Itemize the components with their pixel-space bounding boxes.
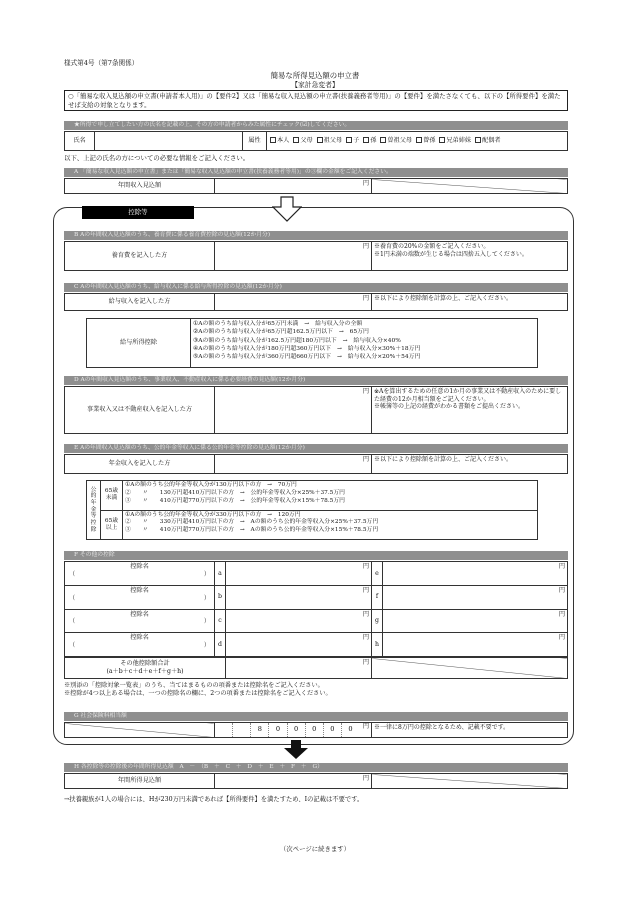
deduction-total-slash (372, 658, 568, 679)
deduction-key-f: f (372, 585, 383, 609)
pension-deduction-label: 公的年金等控除 (87, 481, 101, 540)
section-a-bar: A 「簡易な収入見込額の申立書」または「簡易な収入見込額の申立書(扶養義務者等用)」の③欄の金額をご記入ください。 (64, 168, 568, 177)
deduction-label: 控除等 (82, 206, 194, 219)
section-h-label: 年間所得見込額 (65, 774, 215, 789)
attr-option-great-grandchild[interactable]: 曾孫 (416, 137, 435, 144)
section-d-input[interactable]: 円 (215, 387, 372, 434)
deduction-amount-g[interactable]: 円 (383, 609, 568, 633)
deduction-key-c: c (215, 609, 226, 633)
deduction-amount-c[interactable]: 円 (226, 609, 372, 633)
arrow-down-outline-icon (272, 196, 302, 222)
section-b-input[interactable]: 円 (215, 242, 372, 271)
name-label: 氏名 (65, 132, 95, 151)
deduction-item-d[interactable]: 控除名 （ ） (65, 633, 215, 657)
checkbox-icon[interactable] (363, 137, 369, 143)
section-h-bar: H 各控除等の控除後の年間所得見込額 A － （B ＋ C ＋ D ＋ E ＋ F ＋ G） (64, 763, 568, 772)
section-e-bar: E Aの年間収入見込額のうち、公的年金等収入に係る公的年金等控除の見込額(12か月分) (64, 444, 568, 453)
section-d-bar: D Aの年間収入見込額のうち、事業収入、不動産収入に係る必要経費の見込額(12か月分) (64, 376, 568, 385)
digit-cell: 8 (251, 723, 269, 737)
notice-box (64, 90, 568, 111)
section-g-slash (65, 723, 215, 738)
footnote: →扶養親族が1人の場合には、Hが230万円未満であれば【所得要件】を満たすため、Iの記載は不要です。 (64, 796, 364, 803)
page-title: 簡易な所得見込額の申立書 (270, 71, 360, 80)
section-e-label: 年金収入を記入した方 (65, 455, 215, 474)
attribute-options (267, 132, 568, 151)
section-c-note: ※以下により控除額を計算の上、ご記入ください。 (372, 294, 568, 311)
section-h-table (64, 773, 568, 789)
section-f-bar: F その他の控除 (64, 551, 568, 560)
deduction-amount-a[interactable]: 円 (226, 562, 372, 586)
digit-cell: 0 (306, 723, 324, 737)
checkbox-icon[interactable] (380, 137, 386, 143)
section-f-table (64, 561, 568, 657)
section-c-bar: C Aの年間収入見込額のうち、給与収入に係る給与所得控除の見込額(12か月分) (64, 283, 568, 292)
section-d-label: 事業収入又は不動産収入を記入した方 (65, 387, 215, 434)
deduction-item-c[interactable]: 控除名 （ ） (65, 609, 215, 633)
section-b-table (64, 241, 568, 271)
pension-over65-rules: ①Aの額のうち公的年金等収入分が330万円以下の方 → 120万円 ② 〃 330万円超410万円以下の方 → Aの額のうち公的年金等収入分×25%＋37.5万円 ③ 〃 410万円超770万円以下の方 → Aの額のうち公的年金等収入分×15%＋78.5万円 (123, 510, 538, 540)
deduction-amount-h[interactable]: 円 (383, 633, 568, 657)
deduction-key-d: d (215, 633, 226, 657)
section-e-input[interactable]: 円 (215, 455, 372, 474)
deduction-item-b[interactable]: 控除名 （ ） (65, 585, 215, 609)
section-h-input[interactable]: 円 (215, 774, 372, 789)
notice-text: ○「簡易な収入見込額の申立書(申請者本人用)」の【要件2】又は「簡易な収入見込額の申立書(扶養義務者等用)」の【要件】を満たさなくても、以下の【所得要件】を満たせば支給の対象となります。 (68, 92, 561, 109)
checkbox-icon[interactable] (346, 137, 352, 143)
checkbox-icon[interactable] (317, 137, 323, 143)
arrow-down-solid-icon (283, 740, 309, 760)
section-a-slash (372, 179, 568, 194)
section-c-input[interactable]: 円 (215, 294, 372, 311)
attr-option-spouse[interactable]: 配偶者 (475, 137, 501, 144)
salary-deduction-table (86, 318, 538, 368)
section-d-table (64, 386, 568, 434)
section-g-amount (215, 723, 372, 738)
salary-deduction-label: 給与所得控除 (87, 319, 191, 368)
deduction-total-label: その他控除額合計 (a＋b＋c＋d＋e＋f＋g＋h) (65, 658, 226, 679)
pension-deduction-table (86, 480, 538, 540)
digit-cell (215, 723, 233, 737)
section-a-input[interactable]: 円 (215, 179, 372, 194)
attribute-label: 属性 (243, 132, 267, 151)
deduction-key-g: g (372, 609, 383, 633)
deduction-amount-d[interactable]: 円 (226, 633, 372, 657)
section-f-total-table (64, 657, 568, 679)
deduction-key-b: b (215, 585, 226, 609)
section-e-table (64, 454, 568, 474)
attr-option-grandchild[interactable]: 孫 (363, 137, 376, 144)
attr-option-sibling[interactable]: 兄弟姉妹 (439, 137, 471, 144)
attr-option-grandparent[interactable]: 祖父母 (317, 137, 343, 144)
attr-option-child[interactable]: 子 (346, 137, 359, 144)
form-number: 様式第4号（第7条関係） (64, 59, 139, 67)
digit-cell (233, 723, 251, 737)
attr-option-great-grandparent[interactable]: 曽祖父母 (380, 137, 412, 144)
deduction-total-input[interactable]: 円 (226, 658, 372, 679)
section-e-note: ※以下により控除額を計算の上、ご記入ください。 (372, 455, 568, 474)
deduction-key-h: h (372, 633, 383, 657)
checkbox-icon[interactable] (475, 137, 481, 143)
section-h-slash (372, 774, 568, 789)
continue-note: （次ページに続きます） (279, 845, 351, 853)
attr-option-self[interactable]: 本人 (270, 137, 289, 144)
section-a-label: 年間収入見込額 (65, 179, 215, 194)
section-g-bar: G 社会保険料相当額 (64, 712, 568, 721)
section-g-yen: 円 (362, 723, 369, 730)
checkbox-icon[interactable] (416, 137, 422, 143)
section-a-table (64, 178, 568, 194)
digit-cell: 0 (348, 725, 353, 733)
deduction-amount-f[interactable]: 円 (383, 585, 568, 609)
section-g-table (64, 722, 568, 738)
deduction-amount-b[interactable]: 円 (226, 585, 372, 609)
attribute-bar: ★所得で申し立てしたい方の氏名を記載の上、その方の申請者からみた属性にチェック(☑)してください。 (64, 121, 568, 130)
deduction-amount-e[interactable]: 円 (383, 562, 568, 586)
deduction-item-a[interactable]: 控除名 （ ） (65, 562, 215, 586)
section-d-note: ※Aを算出するための任意の1か月の事業又は不動産収入のために要した経費の12か月相当額をご記入ください。 ※帳簿等の上記の経費がわかる書類をご提出ください。 (372, 387, 568, 434)
salary-deduction-rules: ①Aの額のうち給与収入分が65万円未満 → 給与収入分の全額 ②Aの額のうち給与収入分が65万円超162.5万円以下 → 65万円 ③Aの額のうち給与収入分が162.5万円超180万円以下 → 給与収入分×40% ④Aの額のうち給与収入分が180万円超360万円以下 → 給与収入分×30%＋18万円 ⑤Aの額のうち給与収入分が360万円超660万円以下 → 給与収入分×20%＋54万円 (191, 319, 538, 368)
digit-cell: 0 (269, 723, 287, 737)
section-g-note: ※一律に8万円の控除となるため、記載不要です。 (372, 723, 568, 738)
attr-option-parent[interactable]: 父母 (293, 137, 312, 144)
checkbox-icon[interactable] (270, 137, 276, 143)
section-c-label: 給与収入を記入した方 (65, 294, 215, 311)
attribute-table (64, 131, 568, 151)
name-input[interactable] (95, 132, 243, 151)
pension-over65-label: 65歳以上 (101, 510, 123, 540)
section-b-bar: B Aの年間収入見込額のうち、養育費に係る養育費控除の見込額(12か月分) (64, 231, 568, 240)
section-c-table (64, 293, 568, 311)
page-subtitle: 【家計急変者】 (291, 81, 339, 89)
deduction-key-e: e (372, 562, 383, 586)
digit-cell: 0 (288, 723, 306, 737)
deduction-key-a: a (215, 562, 226, 586)
pension-under65-rules: ①Aの額のうち公的年金等収入分が130万円以下の方 → 70万円 ② 〃 130万円超410万円以下の方 → 公的年金等収入分×25%＋37.5万円 ③ 〃 410万円超770万円以下の方 → 公的年金等収入分×15%＋78.5万円 (123, 481, 538, 511)
digit-cell: 0 (324, 723, 342, 737)
social-insurance-digits (215, 723, 359, 737)
section-f-notes: ※別添の「控除対象一覧表」のうち、当てはまるものの項番または控除名をご記入ください。 ※控除が4つ以上ある場合は、一つの控除名の欄に、2つの項番または控除名をご記入ください。 (64, 682, 332, 698)
pension-under65-label: 65歳未満 (101, 481, 123, 511)
checkbox-icon[interactable] (293, 137, 299, 143)
section-b-label: 養育費を記入した方 (65, 242, 215, 271)
section-b-note: ※養育費の20%の金額をご記入ください。 ※1円未満の端数が生じる場合は四捨五入してください。 (372, 242, 568, 271)
checkbox-icon[interactable] (439, 137, 445, 143)
instruction-text: 以下、上記の氏名の方についての必要な情報をご記入ください。 (64, 154, 250, 162)
